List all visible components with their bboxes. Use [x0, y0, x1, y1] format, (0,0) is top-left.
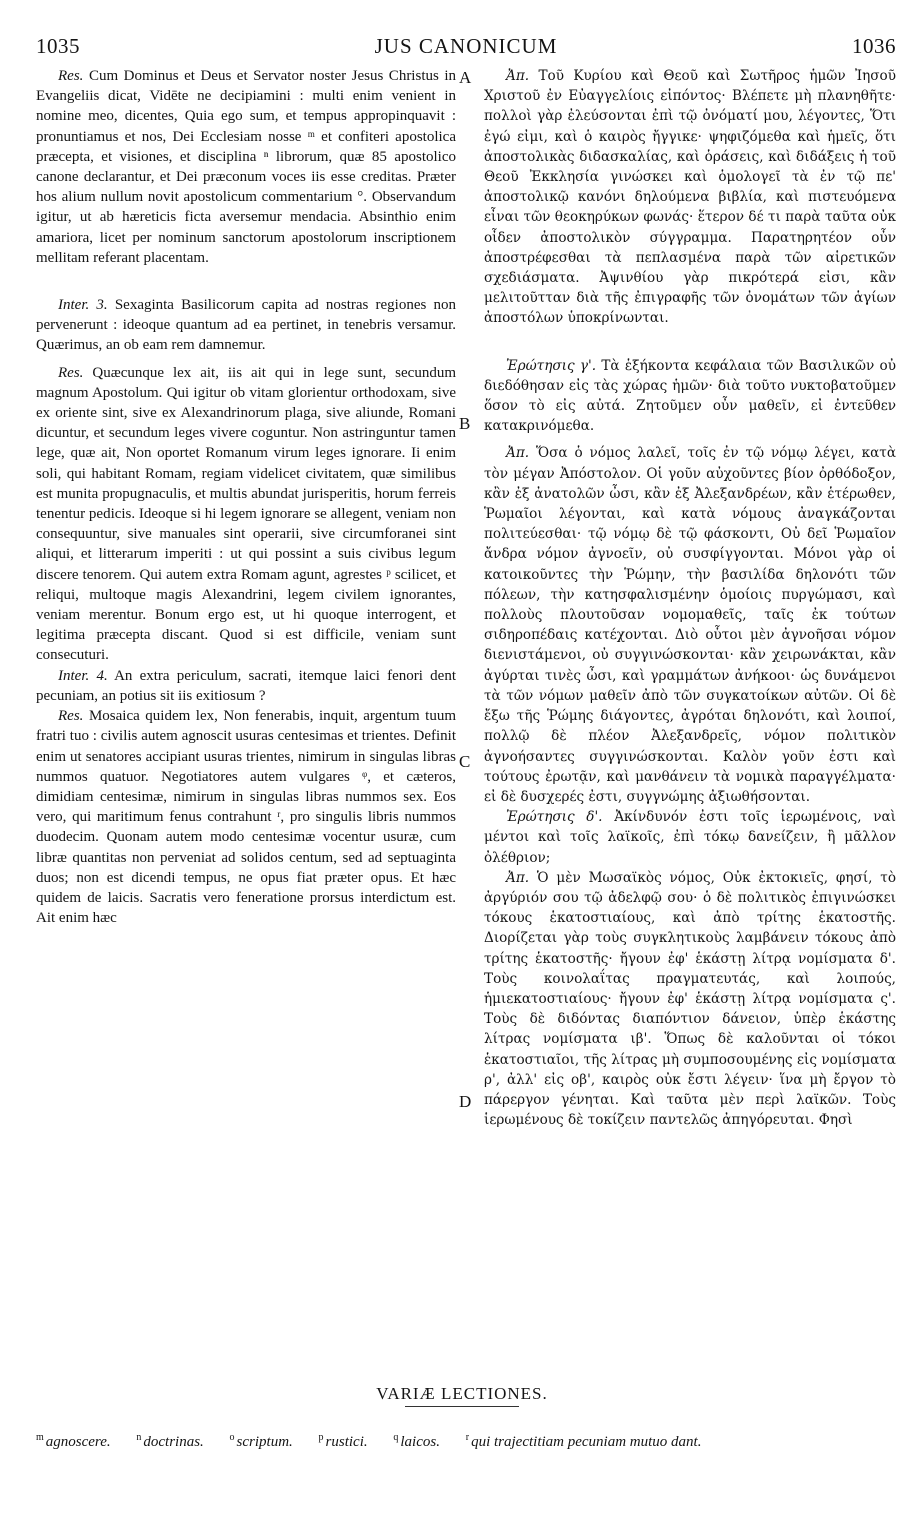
paragraph-label: Ἀπ. — [506, 68, 530, 84]
paragraph-label: Ἐρώτησις δ'. — [506, 809, 603, 826]
paragraph-label: Res. — [58, 708, 84, 725]
margin-marker-a: A — [459, 68, 472, 87]
margin-marker-d: D — [459, 1092, 472, 1111]
paragraph-text: Τοῦ Κυρίου καὶ Θεοῦ καὶ Σωτῆρος ἡμῶν Ἰησοῦ Χριστοῦ ἐν Εὐαγγελίοις εἰπόντος· Βλέπετε μὴ πλανηθῆτε· πολλοὶ γὰρ ἐλεύσονται ἐπὶ τῷ ὀνόματί μου, λέγοντες, Ὅτι ἐγώ εἰμι, καὶ ὁ καιρὸς ἤγγικε· ψηφιζόμεθα καὶ ἡμεῖς, ὅτι ἀποστολικὰς διδασκαλίας, καὶ ὁράσεις, καὶ διδάξεις ἡ τοῦ Θεοῦ Ἐκκλησία γινώσκει καὶ ὁμολογεῖ τὰ ἐν τῷ πε' ἀποστολικῷ κανόνι δηλούμενα βιβλία, καὶ πιστευόμενα εἶναι τῶν θεοκηρύκων φωνάς· ἕτερον δέ τι παρὰ ταῦτα οὐκ οἶδεν ἀποστολικὸν σύγγραμμα. Παρατηρητέον οὖν ἀποστρέφεσθαι τὰ πεπλασμένα παρὰ τῶν αἱρετικῶν σχεδιάσματα. Ἀψινθίου γὰρ πικρότερά εἰσι, κἂν μελιτοῦτταν διὰ τῆς ἐπιγραφῆς τῶν ὀνομάτων τῶν ἁγίων ἀποστόλων ὑποκρίνωνται. — [484, 68, 897, 327]
paragraph-text: An extra periculum, sacrati, itemque laici fenori dent pecuniam, an potius sit iis exitiosum ? — [36, 667, 456, 704]
page-number-right: 1036 — [852, 34, 896, 58]
latin-paragraph — [36, 363, 456, 666]
greek-paragraph — [484, 356, 896, 437]
paragraph-label: Ἀπ. — [506, 869, 530, 886]
footnote-mark: r — [465, 1432, 470, 1443]
footnote-mark: p — [318, 1432, 324, 1443]
paragraph-label: Inter. 3. — [58, 297, 108, 314]
variant-reading — [136, 1434, 203, 1450]
spacer — [484, 329, 896, 356]
spacer — [36, 356, 456, 363]
running-title: JUS CANONICUM — [374, 34, 558, 58]
paragraph-text: Quæcunque lex ait, iis ait qui in lege sunt, secundum magnum Apostolum. Qui igitur ob vitam glorientur orthodoxam, sive ex oriente sint, sive ex Alexandrinorum plaga, sive aliunde, Romani dicuntur, et secundum leges vivere coguntur. Non astringuntur tamen lege, quæ ait, Non oportet Romanum virum leges ignorare. Ii enim soli, qui habitant Romam, regiam videlicet civitatem, quæ similibus est munita propugnaculis, et multis abundat jurisperitis, horum ferreis tenentur pedicis. Ideoque si hi legem ignorare se allegent, veniam non consequuntur, sive manuales sint operarii, sive circumforanei sint aliqui, et litterarum imperiti : ut qui possint a suis civibus legum discere tenorem. Qui autem extra Romam agunt, agrestes ᵖ scilicet, et reliqui, multoque magis Alexandrini, legem civilem ignorantes, veniam merentur. Bonum ergo est, ut hi quoque interrogent, et legitima præcepta discant. Quod si est difficile, veniam sunt consecuturi. — [36, 364, 457, 664]
variant-reading — [36, 1434, 111, 1450]
greek-paragraph — [484, 443, 896, 807]
paragraph-text: Cum Dominus et Deus et Servator noster Jesus Christus in Evangeliis dicat, Vidēte ne decipiamini : multi enim venient in nomine meo, dicentes, Quia ego sum, et tempus appropinquavit : pronuntiamus et nos, Dei Ecclesiam nosse ᵐ et confiteri apostolica præcepta, et visiones, et disciplina ⁿ librorum, quæ 85 apostolico canone declarantur, et Dei præconum voces iis esse creditas. Præter hos alium nullum novit apostolicum commentarium °. Observandum igitur, ut ab hæreticis ficta aversemur mendacia. Absinthio enim amariora, licet per nominum sanctorum apostolorum inscriptionem mellitam referant placentam. — [36, 68, 456, 266]
greek-column — [484, 66, 896, 1130]
margin-marker-b: B — [459, 414, 471, 433]
greek-paragraph — [484, 868, 896, 1131]
greek-paragraph — [484, 807, 896, 868]
footnote-mark: o — [229, 1432, 235, 1443]
footnote-mark: n — [136, 1432, 142, 1443]
variant-text: agnoscere. — [45, 1434, 111, 1450]
paragraph-label: Ἀπ. — [506, 445, 530, 462]
latin-paragraph — [36, 706, 456, 928]
paragraph-text: Sexaginta Basilicorum capita ad nostras regiones non pervenerunt : ideoque quantum ad ea pertinet, in tenebris versamur. Quærimus, an ob eam rem damnemur. — [36, 297, 456, 354]
paragraph-text: Mosaica quidem lex, Non fenerabis, inquit, argentum tuum fratri tuo : civilis autem agnoscit usuras centesimas et trientes. Definit enim ut senatores accipiant usuras trientes, nimirum in singulas libras nummos quatuor. Negotiatores autem vulgares ᵠ, et cæteros, dimidiam centesimæ, nimirum in singulas libras nummos sex. Eos vero, qui maritimum fenus contrahunt ʳ, pro singulis libris nummos duodecim. Quonam autem modo centesimæ vocentur usuræ, cum libræ quantitas non perveniat ad solidos centum, sed ad septuaginta duos; non est dicendi tempus, ne opus fiat præter opus. Et hæc quidem de laicis. Sacratis vero fenerationе prorsus interdictum est. Ait enim hæc — [36, 708, 456, 927]
paragraph-label: Res. — [58, 364, 84, 381]
spacer — [484, 436, 896, 443]
variant-reading — [393, 1434, 440, 1450]
paragraph-text: Ὁ μὲν Μωσαϊκὸς νόμος, Οὐκ ἐκτοκιεῖς, φησί, τὸ ἀργύριόν σου τῷ ἀδελφῷ σου· ὁ δὲ πολιτικὸς ἐπιγινώσκει τόκους ἑκατοστιαίους, καὶ ἀπὸ τρίτης ἑκατοστῆς. Διορίζεται γὰρ τοὺς συγκλητικοὺς λαμβάνειν τόκους ἀπὸ τρίτης ἑκατοστῆς· ἤγουν ἐφ' ἑκάστῃ λίτρᾳ νομίσματα δ'. Τοὺς κοινολαΐτας πραγματευτάς, καὶ λοιπούς, ἡμιεκατοστιαίους· ἤγουν ἐφ' ἑκάστῃ λίτρᾳ νομίσματα ς'. Τοὺς δὲ διδόντας διαπόντιον δάνειον, ὑπὲρ ἑκάστης λίτρας νομίσματα ιβ'. Ὅπως δὲ καλοῦνται οἱ τόκοι ἑκατοστιαῖοι, τῆς λίτρας μὴ συμποσουμένης εἰς νομίσματα ρ', ἀλλ' εἰς οβ', καιρὸς οὐκ ἔστι λέγειν· ἵνα μὴ ἔργον τὸ πάρεργον γένηται. Καὶ ταῦτα μὲν περὶ λαϊκῶν. Τοὺς ἱερωμένους δὲ τοκίζειν παντελῶς ἀπηγόρευται. Φησὶ — [484, 869, 897, 1129]
variant-reading — [319, 1434, 368, 1450]
paragraph-label: Inter. 4. — [58, 667, 108, 684]
variant-reading — [466, 1434, 702, 1450]
variant-reading — [230, 1434, 293, 1450]
page-number-left: 1035 — [36, 34, 80, 58]
variant-text: doctrinas. — [143, 1434, 204, 1450]
paragraph-label: Ἐρώτησις γ'. — [506, 357, 597, 374]
variant-text: scriptum. — [236, 1434, 293, 1450]
latin-paragraph — [36, 666, 456, 706]
footnote-mark: m — [36, 1432, 44, 1443]
greek-paragraph — [484, 66, 896, 329]
variant-text: laicos. — [400, 1434, 440, 1450]
paragraph-label: Res. — [58, 68, 84, 84]
latin-column — [36, 66, 456, 928]
latin-paragraph — [36, 66, 456, 268]
paragraph-text: Τὰ ἑξήκοντα κεφάλαια τῶν Βασιλικῶν οὐ διεδόθησαν εἰς τὰς χώρας ἡμῶν· διὰ τοῦτο νυκτοβατοῦμεν ὅσον τὸ εἰς αὐτά. Ζητοῦμεν οὖν μαθεῖν, εἰ ἐντεῦθεν κατακρινόμεθα. — [484, 357, 896, 435]
variae-lectiones-title: VARIÆ LECTIONES. — [376, 1384, 548, 1403]
spacer — [36, 268, 456, 295]
paragraph-text: Ὅσα ὁ νόμος λαλεῖ, τοῖς ἐν τῷ νόμῳ λέγει, κατὰ τὸν μέγαν Ἀπόστολον. Οἱ γοῦν αὐχοῦντες βίον ὀρθόδοξον, κἂν ἐξ ἀνατολῶν ὦσι, κἂν ἐξ Ἀλεξανδρέων, κἂν ἑτέρωθεν, Ῥωμαῖοι λέγονται, καὶ κατὰ νόμους ἀναγκάζονται πολιτεύεσθαι· τῷ νόμῳ δὲ τῷ φάσκοντι, Οὐ δεῖ Ῥωμαῖον ἄνδρα νόμον ἀγνοεῖν, οὐ συσφίγγονται. Μόνοι γὰρ οἱ κατοικοῦντες τὴν Ῥώμην, τὴν βασιλίδα δηλονότι τῶν πόλεων, τὴν κατησφαλισμένην ὁμοίοις πυργώμασι, καὶ πολλοὺς πλουτοῦσαν νομομαθεῖς, ταῖς ἐκ τούτων σιδηροπέδαις κατέχονται. Διὸ οὗτοι μὲν ἀγνοῆσαι νόμον διενιστάμενοι, οὐ συγγινώσκονται· κἂν χειρωνάκται, κἂν ἀγύρται τινὲς ὦσι, καὶ γραμμάτων ἀνήκοοι· ὡς δυνάμενοι τὰ τῶν νόμων μαθεῖν ἀπὸ τῶν συγκατοίκων αὐτῶν. Οἱ δὲ ἔξω τῆς Ῥώμης διάγοντες, ἀγρόται δηλονότι, καὶ λοιποί, πολλῷ δὲ πλέον Ἀλεξανδρεῖς, νόμον πολιτικὸν ἀγνοήσαντες συγγινώσκονται. Καλὸν γοῦν ἐστι καὶ τούτους ἐρωτᾷν, καὶ μανθάνειν τὰ νομικὰ παραγγέλματα· εἰ δὲ δυσχερές ἐστι, συγγνώμης ἀξιωθήσονται. — [484, 445, 896, 805]
variant-text: qui trajectitiam pecuniam mutuo dant. — [471, 1434, 702, 1450]
page-header — [36, 34, 896, 64]
footnote-mark: q — [393, 1432, 399, 1443]
paragraph-text: Ἀκίνδυνόν ἐστι τοῖς ἱερωμένοις, ναὶ μέντοι καὶ τοῖς λαϊκοῖς, ἐπὶ τόκῳ δανείζειν, ἢ μᾶλλον ὀλέθριον; — [484, 809, 897, 866]
latin-paragraph — [36, 295, 456, 356]
variae-lectiones-list — [36, 1428, 896, 1452]
variant-text: rustici. — [325, 1434, 368, 1450]
margin-marker-c: C — [459, 752, 471, 771]
divider — [405, 1406, 519, 1407]
